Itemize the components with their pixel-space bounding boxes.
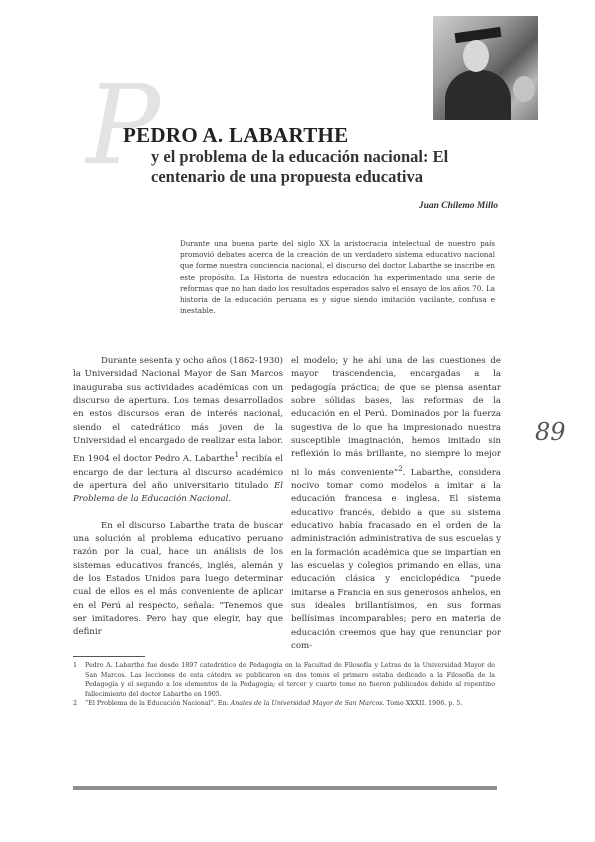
footnote-number: 1 — [73, 662, 78, 669]
paragraph: En el discurso Labarthe trata de buscar una solución al problema educativo peruano razón por la cual, hace un análisis de los sistemas educativos francés, inglés, alemán y de los Estados Unidos para luego determinar cual de ellos es el más conveniente de aplicar en el Perú al respecto, señala: “Tenemos que ser imitadores. Pero hay que elegir, hay que definir — [73, 520, 283, 638]
paragraph: el modelo; y he ahí una de las cuestiones de mayor trascendencia, encargadas a la pedagogía práctica; de que se piensa asentar sobre sólidas bases, las reformas de la educación en el Perú. Dominados por la fuerza sugestiva de lo que ha impresionado nuestra susceptible imaginación, hemos imitado sin reflexión lo más brillante, no siempre lo mejor ni lo más conveniente”$^2$. Labarthe, considera nocivo tomar como modelos a imitar a la educación francesa e inglesa. El sistema educativo francés, debido a que su sistema educativo había fracasado en el orden de la administración administrativa de sus escuelas y en la formación académica que se impartían en las escuelas y colegios primando en ellas, una educación clásica y enciclopédica “puede imitarse a Francia en sus generosos anhelos, en sus ideales brillantísimos, en sus formas bellísimas incomparables; pero en materia de educación creemos que hay que renunciar por com- — [291, 356, 501, 652]
footnote-text: “El Problema de la Educación Nacional”. En: Anales de la Universidad Mayor de San Marcos. Tomo XXXII. 1906. p. 5. — [85, 700, 463, 707]
body-column-right — [291, 355, 501, 653]
footnote-number: 2 — [73, 700, 78, 707]
footnote — [73, 661, 495, 699]
bottom-rule — [73, 786, 497, 790]
article-author: Juan Chilemo Millo — [418, 201, 498, 211]
footnote — [73, 699, 495, 709]
paragraph: Durante sesenta y ocho años (1862-1930) la Universidad Nacional Mayor de San Marcos inauguraba sus actividades académicas con un discurso de apertura. Los temas desarrollados en estos discursos eran de interés nacional, siendo el catedrático más joven de la Universidad el encargado de realizar esta labor. En 1904 el doctor Pedro A. Labarthe$^1$ recibía el encargo de dar lectura al discurso académico de apertura del año universitario titulado El Problema de la Educación Nacional. — [73, 356, 283, 505]
footnote-ref[interactable]: 1 — [234, 450, 240, 460]
footnote-rule — [73, 656, 145, 657]
article-title: PEDRO A. LABARTHE — [123, 123, 349, 147]
footnotes — [73, 661, 495, 709]
body-column-left — [73, 355, 283, 640]
article-subtitle: y el problema de la educación nacional: El centenario de una propuesta educativa — [151, 147, 449, 186]
footnote-ref[interactable]: 2 — [398, 463, 403, 473]
graduate-photo — [433, 16, 538, 120]
abstract: Durante una buena parte del siglo XX la aristocracia intelectual de nuestro país promovió debates acerca de la creación de un verdadero sistema educativo nacional que forme nuestra conciencia nacional, el discurso del doctor Labarthe se inscribe en este propósito. La Historia de nuestra educación ha experimentado una serie de reformas que no han dado los resultados esperados salvo el ensayo de los años 70. La historia de la educación peruana es y sigue siendo imitación vacilante, confusa e inestable. — [180, 239, 495, 316]
cited-title: El Problema de la Educación Nacional — [73, 480, 283, 505]
decorative-initial: P — [86, 61, 161, 189]
footnote-text: Pedro A. Labarthe fue desde 1897 catedrático de Pedagogía en la Facultad de Filosofía y Letras de la Universidad Mayor de San Marcos. Las lecciones de esta cátedra se publicaron en dos tomos el primero estaba dedicado a la Filosofía de la Pedagogía y el segundo a los elementos de la Pedagogía; el tercer y cuarto tomo no fueron publicados debido al repentino fallecimiento del doctor Labarthe en 1905. — [85, 662, 495, 698]
page-number: 89 — [535, 418, 566, 446]
